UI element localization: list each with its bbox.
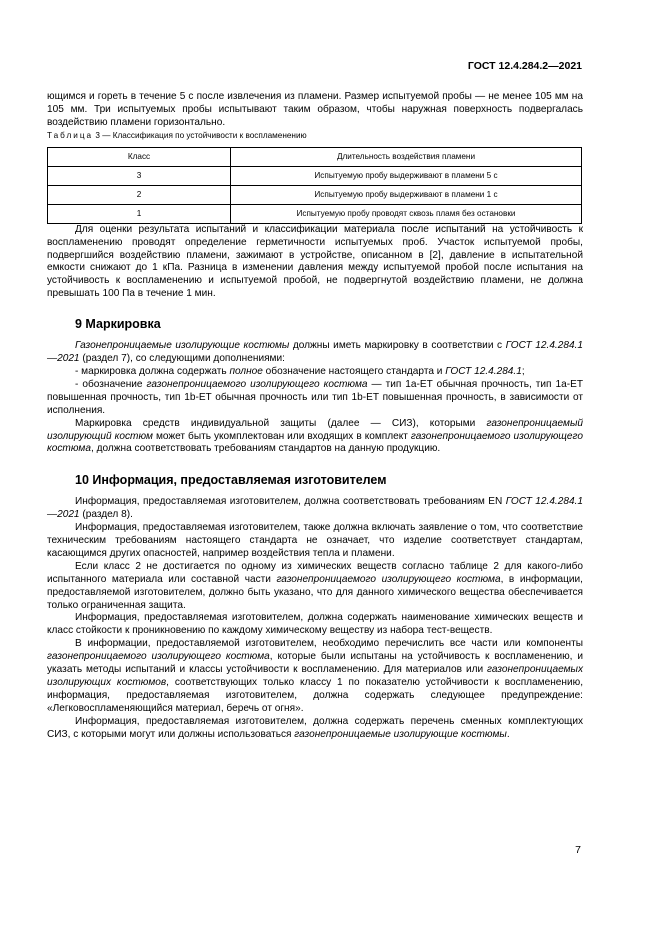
term-italic: газонепроницаемого изолирующего костюма <box>146 378 368 390</box>
standard-reference: ГОСТ 12.4.284.1—2021 <box>47 340 583 365</box>
page-number: 7 <box>575 844 581 856</box>
section-10-paragraph-5 <box>47 638 583 715</box>
section-10-paragraph-6 <box>47 716 583 742</box>
term-italic: газонепроницаемых изолирующих костюмов <box>47 664 583 688</box>
table-row <box>48 166 582 185</box>
text-span: Информация, предоставляемая изготовителем, должна соответствовать требованиям EN <box>75 496 506 508</box>
text-span: , должна соответствовать требованиям стандартов на данную продукцию. <box>90 443 441 455</box>
text-span: Информация, предоставляемая изготовителем, должна содержать перечень сменных комплектующих СИЗ, с которыми могут или должны использоваться <box>47 715 583 740</box>
intro-paragraph: ющимся и гореть в течение 5 с после извлечения из пламени. Размер испытуемой пробы — не менее 105 мм на 105 мм. Три испытуемых пробы испытывают таким образом, чтобы наружная поверхность подвергалась воздействию пламени горизонтально. <box>47 91 583 128</box>
section-9-bullet-1 <box>47 366 583 379</box>
table-header-row <box>48 147 582 166</box>
column-header-duration: Длительность воздействия пламени <box>231 147 582 166</box>
standard-reference: ГОСТ 12.4.284.1—2021 <box>47 496 583 521</box>
table-caption-number: 3 <box>95 130 100 140</box>
text-span: - обозначение <box>75 378 147 390</box>
text-span: Если класс 2 не достигается по одному из химических веществ согласно таблице 2 для какого-либо испытанного материала или составной части <box>47 560 583 585</box>
text-span: (раздел 7), со следующими дополнениями: <box>79 353 285 365</box>
text-span: , соответствующих только классу 1 по показателю устойчивости к воспламенению, информация, предоставляемая изготовителем, должна содержать следующее предупреждение: «Легковоспламеняющийся материал, беречь от огня». <box>47 677 583 714</box>
text-span: должны иметь маркировку в соответствии с <box>289 340 506 352</box>
text-span: обозначение настоящего стандарта и <box>262 365 446 377</box>
class-cell: 3 <box>48 166 231 185</box>
text-span: , которые были испытаны на устойчивость к воспламенению, и указать методы испытаний и классы устойчивости к воспламенению. Для материалов или <box>47 651 583 676</box>
term-italic: газонепроницаемого изолирующего костюма <box>47 430 583 455</box>
class-cell: 1 <box>48 204 231 223</box>
text-span: может быть укомплектован или входящих в комплект <box>152 430 411 442</box>
section-9-paragraph-1 <box>47 340 583 366</box>
table-caption-prefix: Таблица <box>47 130 94 140</box>
duration-cell: Испытуемую пробу проводят сквозь пламя без остановки <box>231 204 582 223</box>
section-10-paragraph-2: Информация, предоставляемая изготовителем, также должна включать заявление о том, что соответствие техническим требованиям настоящего стандарта не означает, что изделие соответствует стандартам, касающимся других опасностей, например воздействия тепла и пламени. <box>47 522 583 559</box>
table-caption <box>47 130 583 141</box>
section-10-title: 10 Информация, предоставляемая изготовителем <box>75 473 387 488</box>
term-italic: газонепроницаемый изолирующий костюм <box>47 417 583 442</box>
document-code: ГОСТ 12.4.284.2—2021 <box>467 60 582 72</box>
table-row <box>48 185 582 204</box>
text-span: , в информации, предоставляемой изготовителем, должно быть указано, что для данного химического вещества обеспечивается только ограниченная защита. <box>47 573 583 611</box>
term-italic: полное <box>229 365 263 377</box>
pressure-test-paragraph: Для оценки результата испытаний и классификации материала после испытаний на устойчивость к воспламенению проводят определение герметичности испытуемых проб. Участок испытуемой пробы, подвергшийся воздействию пламени, зажимают в устройстве, описанном в [2], давление в испытательной емкости снижают до 1 кПа. Разница в изменении давления между испытуемой пробой после испытания на устойчивость к воспламенению и испытуемой пробой, не подвергнутой воздействию пламени, не должна превышать 100 Па в течение 1 мин. <box>47 223 583 300</box>
section-10-paragraph-1 <box>47 496 583 522</box>
term-italic: Газонепроницаемые изолирующие костюмы <box>75 340 290 352</box>
classification-table <box>47 147 582 224</box>
section-9-title: 9 Маркировка <box>75 317 161 332</box>
duration-cell: Испытуемую пробу выдерживают в пламени 1 с <box>231 185 582 204</box>
text-span: (раздел 8). <box>79 509 133 521</box>
text-span: Маркировка средств индивидуальной защиты (далее — СИЗ), которыми <box>75 417 487 429</box>
class-cell: 2 <box>48 185 231 204</box>
text-span: — тип 1a-ET обычная прочность, тип 1a-ET повышенная прочность, тип 1b-ET обычная прочность или тип 1b-ET повышенная прочность, в зависимости от исполнения. <box>47 378 583 416</box>
page-content <box>47 91 583 742</box>
column-header-class: Класс <box>48 147 231 166</box>
table-row <box>48 204 582 223</box>
text-span: ; <box>521 365 525 377</box>
term-italic: газонепроницаемые изолирующие костюмы <box>294 728 507 740</box>
text-span: . <box>506 728 510 740</box>
standard-reference: ГОСТ 12.4.284.1 <box>445 365 522 377</box>
term-italic: газонепроницаемого изолирующего костюма <box>47 651 270 663</box>
duration-cell: Испытуемую пробу выдерживают в пламени 5 с <box>231 166 582 185</box>
text-span: В информации, предоставляемой изготовителем, необходимо перечислить все части или компоненты <box>75 638 583 650</box>
section-9-bullet-2 <box>47 379 583 418</box>
section-10-paragraph-3 <box>47 561 583 613</box>
section-10-paragraph-4: Информация, предоставляемая изготовителем, должна содержать наименование химических веществ и класс стойкости к проникновению по каждому химическому веществу из набора тест-веществ. <box>47 612 583 637</box>
table-caption-text: — Классификация по устойчивости к воспламенению <box>102 130 307 140</box>
text-span: - маркировка должна содержать <box>75 365 230 377</box>
section-9-paragraph-2 <box>47 418 583 457</box>
term-italic: газонепроницаемого изолирующего костюма <box>276 573 501 585</box>
